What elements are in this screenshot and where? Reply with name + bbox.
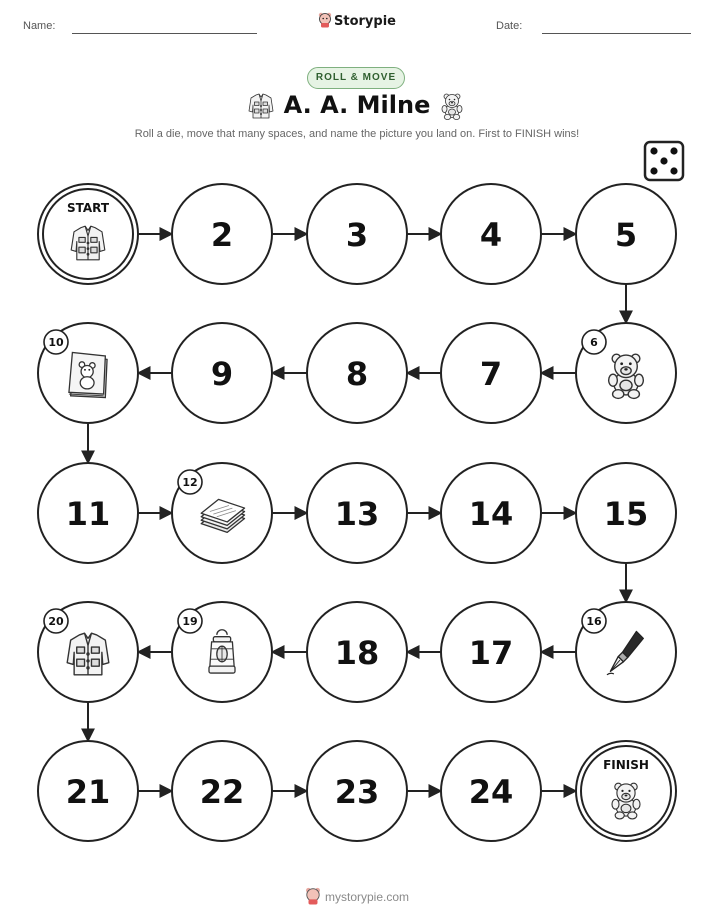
board-space-11[interactable] — [38, 463, 138, 563]
space-number: 2 — [210, 216, 234, 254]
brand-name: Storypie — [334, 14, 396, 29]
space-number: 24 — [468, 773, 514, 811]
space-number: 15 — [603, 495, 649, 533]
teddy-bear-icon — [609, 354, 644, 398]
board-space-5[interactable] — [576, 184, 676, 284]
instructions: Roll a die, move that many spaces, and name the picture you land on. First to FINISH wins! — [134, 128, 580, 140]
board-space-15[interactable] — [576, 463, 676, 563]
space-number: 8 — [345, 355, 369, 393]
space-number: 13 — [334, 495, 380, 533]
space-badge-number: 12 — [182, 476, 198, 489]
game-type-tag: ROLL & MOVE — [307, 67, 405, 89]
space-number: 22 — [199, 773, 245, 811]
space-number: 9 — [210, 355, 234, 393]
board-space-6[interactable] — [576, 323, 676, 423]
teddy-bear-icon — [612, 783, 640, 819]
storypie-footer-icon — [305, 887, 321, 905]
board-space-16[interactable] — [576, 602, 676, 702]
title-teddy-bear-icon — [442, 94, 462, 120]
board-space-2[interactable] — [172, 184, 272, 284]
date-label: Date: — [496, 20, 523, 32]
space-number: 23 — [334, 773, 380, 811]
board-space-1[interactable] — [38, 184, 138, 284]
footer — [0, 887, 714, 905]
finish-label: FINISH — [603, 758, 649, 772]
space-number: 11 — [65, 495, 111, 533]
title-jacket-icon — [249, 94, 273, 118]
board-space-19[interactable] — [172, 602, 272, 702]
board-space-3[interactable] — [307, 184, 407, 284]
board-space-4[interactable] — [441, 184, 541, 284]
space-badge-number: 20 — [48, 615, 64, 628]
board-space-14[interactable] — [441, 463, 541, 563]
name-label: Name: — [23, 20, 56, 32]
board-space-21[interactable] — [38, 741, 138, 841]
space-number: 7 — [479, 355, 503, 393]
board-space-8[interactable] — [307, 323, 407, 423]
board-space-25[interactable] — [576, 741, 676, 841]
space-badge-number: 10 — [48, 336, 64, 349]
space-number: 5 — [614, 216, 638, 254]
space-badge-number: 16 — [586, 615, 602, 628]
start-label: START — [66, 201, 110, 215]
board-space-9[interactable] — [172, 323, 272, 423]
page-title: A. A. Milne — [283, 91, 431, 119]
footer-url[interactable]: mystorypie.com — [324, 890, 410, 904]
board-space-10[interactable] — [38, 323, 138, 423]
space-number: 14 — [468, 495, 514, 533]
space-number: 21 — [65, 773, 111, 811]
board-space-7[interactable] — [441, 323, 541, 423]
board-space-17[interactable] — [441, 602, 541, 702]
die-icon — [645, 142, 683, 180]
board-space-20[interactable] — [38, 602, 138, 702]
space-badge-number: 6 — [590, 336, 598, 349]
board-space-18[interactable] — [307, 602, 407, 702]
space-badge-number: 19 — [182, 615, 198, 628]
space-number: 18 — [334, 634, 380, 672]
board-space-23[interactable] — [307, 741, 407, 841]
space-number: 4 — [479, 216, 503, 254]
space-number: 3 — [345, 216, 369, 254]
board-space-12[interactable] — [172, 463, 272, 563]
board-space-24[interactable] — [441, 741, 541, 841]
board-space-13[interactable] — [307, 463, 407, 563]
picture-book-icon — [69, 352, 107, 397]
board-space-22[interactable] — [172, 741, 272, 841]
space-number: 17 — [468, 634, 514, 672]
